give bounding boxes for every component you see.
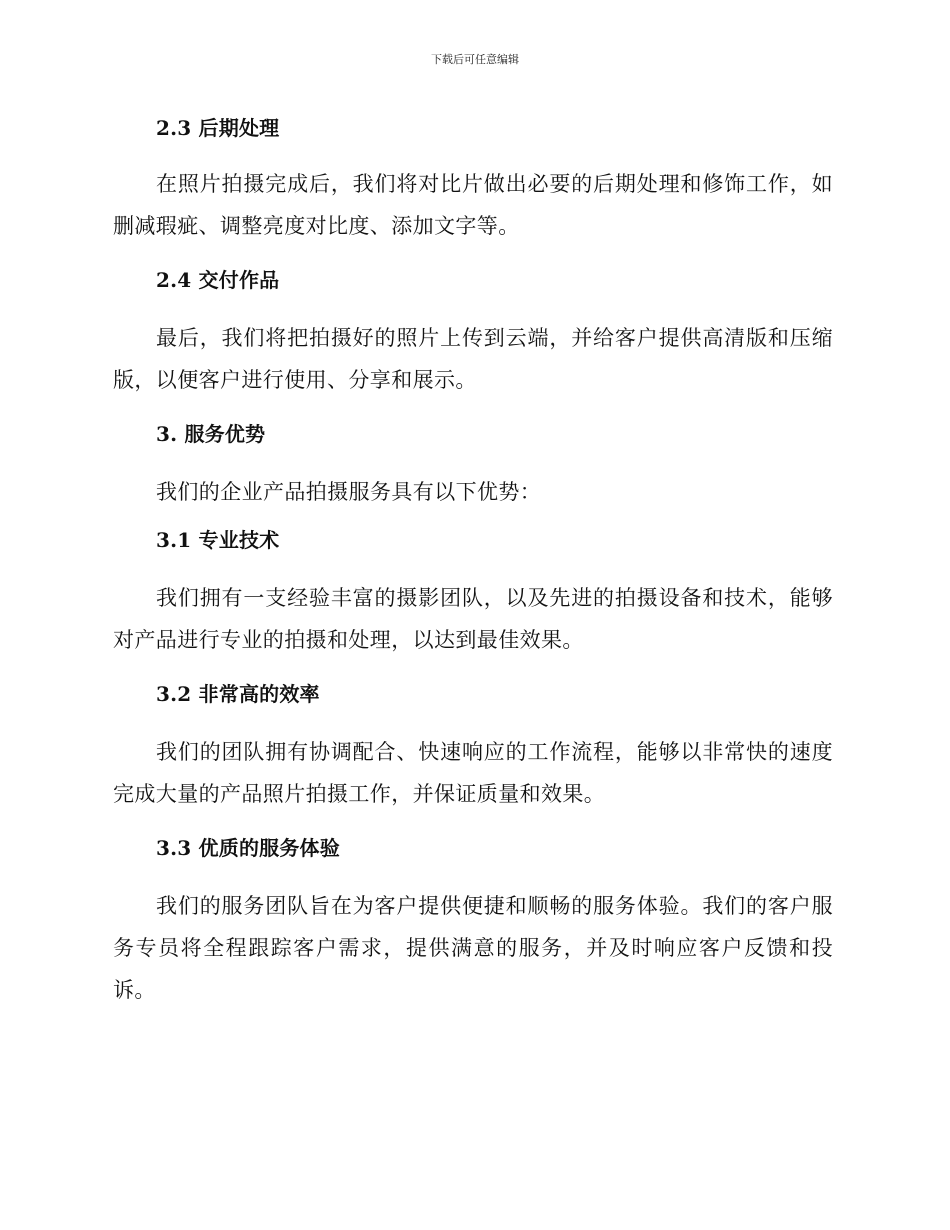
section-heading-3-3: 3.3 优质的服务体验 [156,836,340,860]
page-header: 下载后可任意编辑 [431,53,519,66]
section-paragraph-2-4: 最后，我们将把拍摄好的照片上传到云端，并给客户提供高清版和压缩版，以便客户进行使用、分享和展示。 [113,326,833,392]
section-heading-3: 3. 服务优势 [156,422,266,446]
section-paragraph-3-3: 我们的服务团队旨在为客户提供便捷和顺畅的服务体验。我们的客户服务专员将全程跟踪客户需求，提供满意的服务，并及时响应客户反馈和投诉。 [113,894,833,1002]
document-body [113,111,833,1011]
section-paragraph-3-1: 我们拥有一支经验丰富的摄影团队，以及先进的拍摄设备和技术，能够对产品进行专业的拍摄和处理，以达到最佳效果。 [113,586,833,652]
section-heading-3-2: 3.2 非常高的效率 [156,682,320,706]
section-paragraph-3-2: 我们的团队拥有协调配合、快速响应的工作流程，能够以非常快的速度完成大量的产品照片拍摄工作，并保证质量和效果。 [113,740,833,806]
section-paragraph-2-3: 在照片拍摄完成后，我们将对比片做出必要的后期处理和修饰工作，如删减瑕疵、调整亮度对比度、添加文字等。 [113,172,833,238]
section-paragraph-3: 我们的企业产品拍摄服务具有以下优势： [156,480,542,504]
section-heading-3-1: 3.1 专业技术 [156,528,280,552]
section-heading-2-4: 2.4 交付作品 [156,268,280,292]
section-heading-2-3: 2.3 后期处理 [156,116,280,140]
